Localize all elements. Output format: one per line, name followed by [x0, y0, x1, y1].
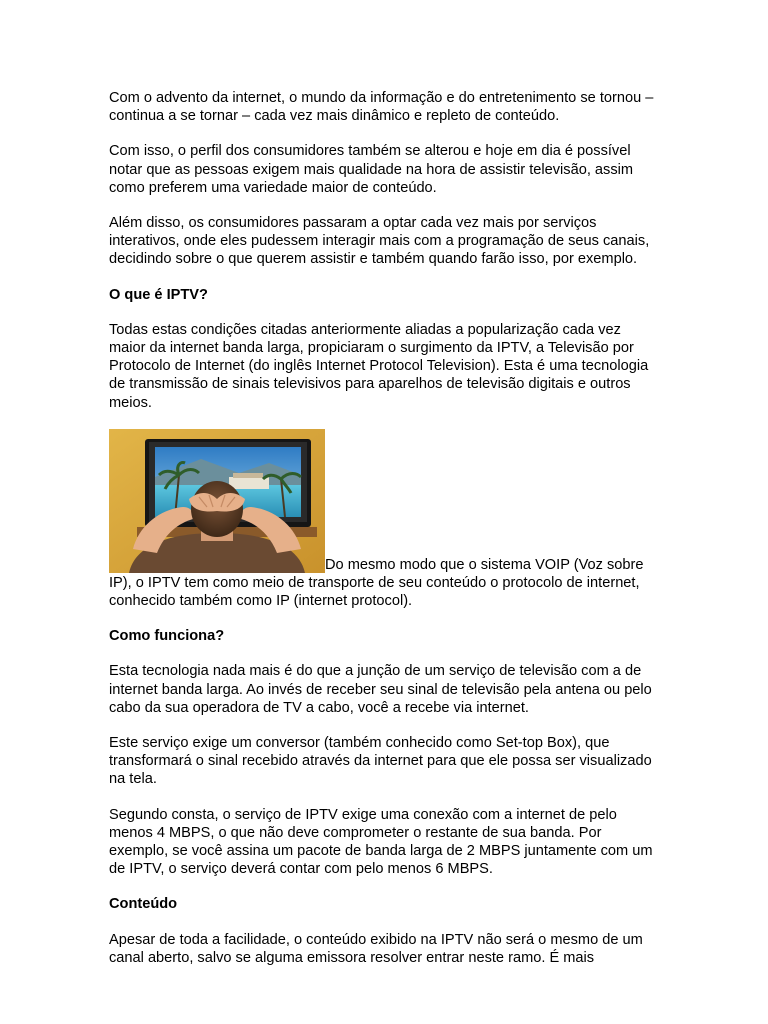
document-body	[109, 89, 661, 984]
paragraph: Segundo consta, o serviço de IPTV exige uma conexão com a internet de pelo menos 4 MBPS, o que não deve comprometer o restante de sua banda. Por exemplo, se você assina um pacote de banda larga de 2 MBPS juntamente com um de IPTV, o serviço deverá contar com pelo menos 6 MBPS.	[109, 806, 653, 878]
paragraph: Além disso, os consumidores passaram a optar cada vez mais por serviços interativos, onde eles pudessem interagir mais com a programação de seus canais, decidindo sobre o que querem assistir e também quando farão isso, por exemplo.	[109, 215, 650, 268]
section-heading-content: Conteúdo	[109, 896, 178, 913]
section-heading-what-is-iptv: O que é IPTV?	[109, 286, 208, 303]
paragraph: Com o advento da internet, o mundo da informação e do entretenimento se tornou – continua a se tornar – cada vez mais dinâmico e repleto de conteúdo.	[109, 90, 654, 125]
paragraph: Este serviço exige um conversor (também conhecido como Set-top Box), que transformará o sinal recebido através da internet para que ele possa ser visualizado na tela.	[109, 735, 652, 788]
paragraph: Esta tecnologia nada mais é do que a junção de um serviço de televisão com a de internet banda larga. Ao invés de receber seu sinal de televisão pela antena ou pelo cabo da sua operadora de TV a cabo, você a recebe via internet.	[109, 663, 652, 716]
person-watching-tv-image	[109, 429, 325, 573]
paragraph: Do mesmo modo que o sistema VOIP (Voz sobre IP), o IPTV tem como meio de transporte de seu conteúdo o protocolo de internet, conhecido também como IP (internet protocol).	[109, 556, 644, 610]
section-heading-how-it-works: Como funciona?	[109, 628, 225, 645]
paragraph: Todas estas condições citadas anteriormente aliadas a popularização cada vez maior da internet banda larga, propiciaram o surgimento da IPTV, a Televisão por Protocolo de Internet (do inglês Internet Protocol Television). Esta é uma tecnologia de transmissão de sinais televisivos para aparelhos de televisão digitais e outros meios.	[109, 321, 649, 411]
paragraph: Com isso, o perfil dos consumidores também se alterou e hoje em dia é possível notar que as pessoas exigem mais qualidade na hora de assistir televisão, assim como preferem uma variedade maior de conteúdo.	[109, 143, 634, 196]
paragraph: Apesar de toda a facilidade, o conteúdo exibido na IPTV não será o mesmo de um canal aberto, salvo se alguma emissora resolver entrar neste ramo. É mais	[109, 931, 643, 966]
figure-paragraph	[109, 429, 661, 610]
